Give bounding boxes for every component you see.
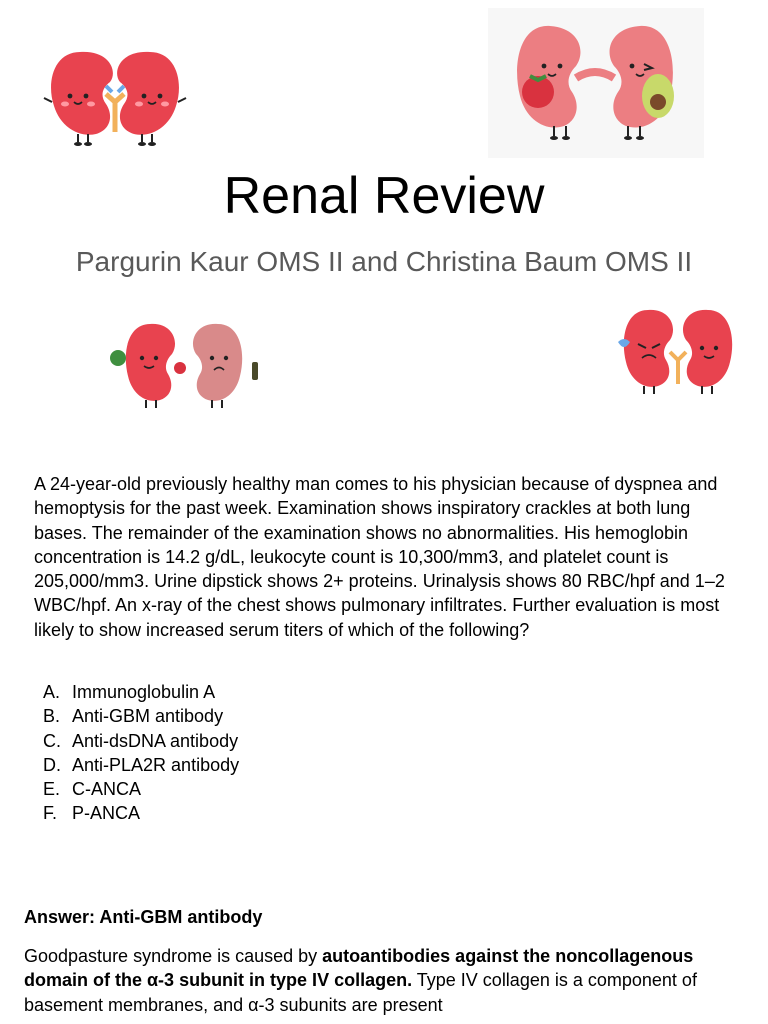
question-stem: A 24-year-old previously healthy man comes to his physician because of dyspnea and hemoptysis for the past week. Examination shows inspiratory crackles at both lung bases. The remainder of the examination shows no abnormalities. His hemoglobin concentration is 14.2 g/dL, leukocyte count is 10,300/mm3, and platelet count is 205,000/mm3. Urine dipstick shows 2+ proteins. Urinalysis shows 80 RBC/hpf and 1–2 WBC/hpf. An x-ray of the chest shows pulmonary infiltrates. Further evaluation is most likely to show increased serum titers of which of the following? [34,474,725,640]
choice-b [34,704,239,728]
explanation-bold-text: autoantibodies against the noncollagenous domain of the α-3 subunit in type IV collagen. [24,946,694,991]
explanation-text-continued: Type IV collagen is a component of basement membranes, and α-3 subunits are present [24,970,697,1015]
choice-e [34,777,239,801]
choice-text: Anti-PLA2R antibody [72,754,240,775]
page-title: Renal Review [223,167,545,225]
choice-letter: A. [43,682,61,702]
choice-text: P-ANCA [72,803,141,824]
answer-choices [34,680,239,826]
choice-letter: F. [43,803,58,824]
healthy-and-sick-kidney-icon [106,318,266,414]
choice-f [34,801,239,825]
crying-kidney-pair-icon [612,306,744,402]
choice-letter: D. [43,754,61,775]
kidneys-with-fruit-icon [488,8,704,158]
choice-text: Anti-dsDNA antibody [72,730,239,751]
kidney-pair-icon [40,42,190,150]
choice-letter: E. [43,779,61,800]
choice-d [34,753,239,777]
answer-explanation [24,944,736,1017]
answer-label: Answer: Anti-GBM antibody [24,907,263,927]
choice-text: C-ANCA [72,779,142,800]
choice-text: Immunoglobulin A [72,682,216,702]
choice-letter: C. [43,730,61,751]
choice-a [34,680,239,704]
choice-c [34,729,239,753]
choice-letter: B. [43,706,61,727]
choice-text: Anti-GBM antibody [72,706,224,727]
explanation-text: Goodpasture syndrome is caused by [24,946,323,966]
page-subtitle: Pargurin Kaur OMS II and Christina Baum OMS II [75,246,693,277]
